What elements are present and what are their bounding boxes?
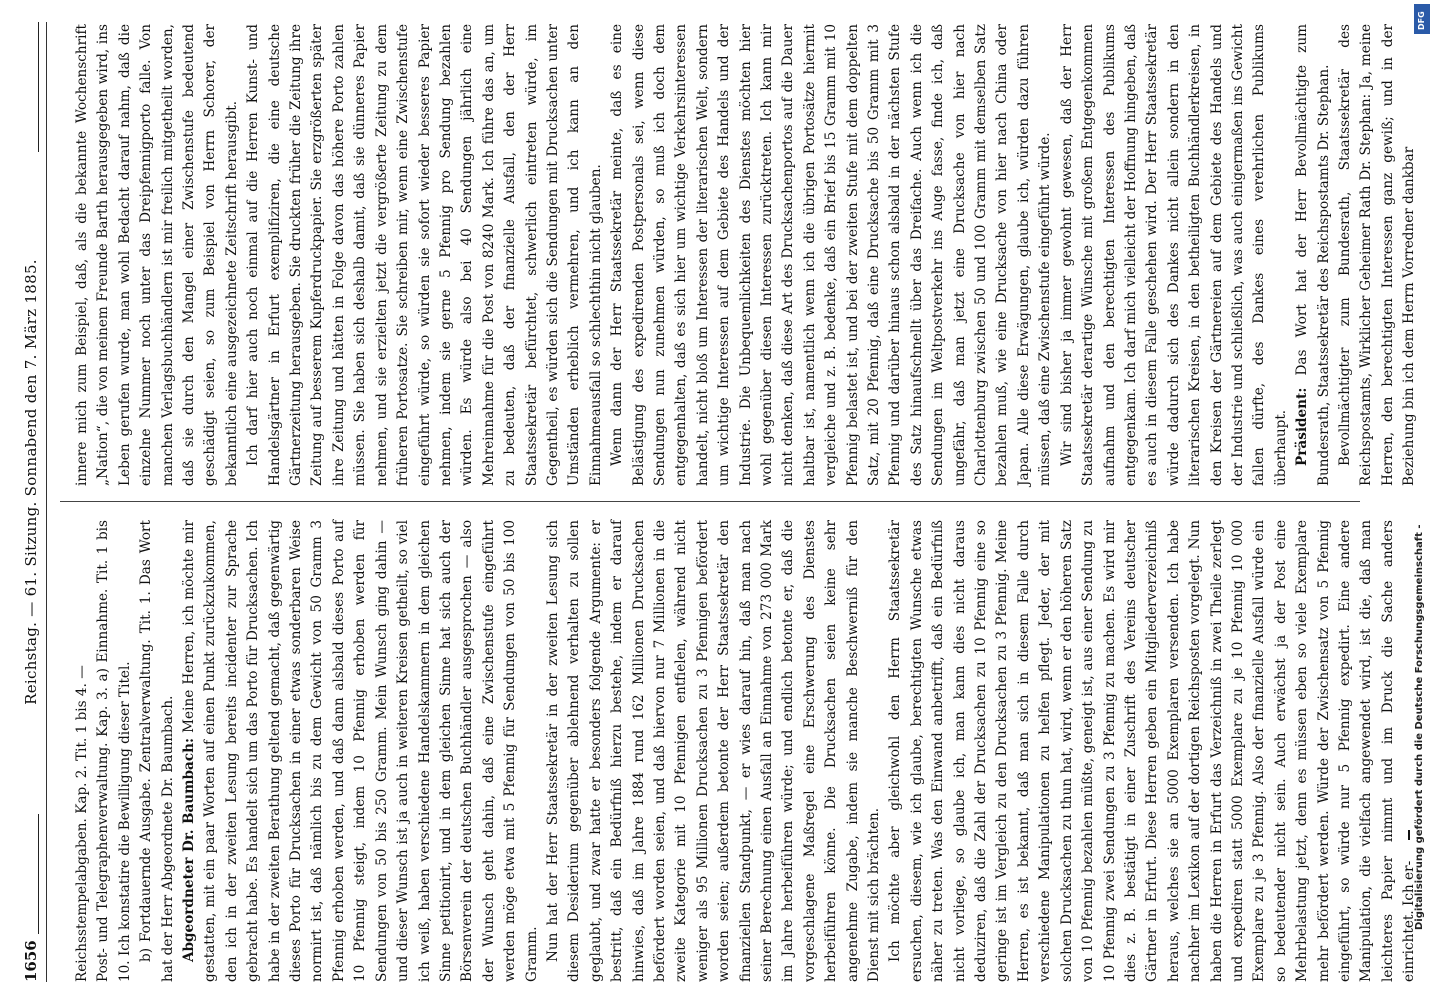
page-header <box>18 22 44 982</box>
speaker-name: Präsident: <box>1294 387 1311 466</box>
paragraph-text: Ich darf hier auch noch einmal auf die Herren Kunst- und Handelsgärtner in Erfurt exemplifiziren, die eine deutsche Gärtnerzeitung herausgeben. Sie druckten früher die Zeitung ihre Zeitung auf besserem Kupferdruckpapier. Sie erzgrößerten später ihre Zeitung und hätten in Folge davon das höhere Porto zahlen müssen. Sie haben sich deshalb damit, daß sie dünneres Papier nehmen, und sie erzielten jetzt die vergrößerte Zeitung zu dem früheren Portosatze. Sie schreiben mir, wenn eine Zwischenstufe eingeführt würde, so würden sie sofort wieder besseres Papier nehmen, indem sie gerne 5 Pfennig pro Sendung bezahlen würden. Es würde also bei 40 Sendungen jährlich eine Mehreinnahme für die Post von 8240 Mark. Ich führe das an, um zu bedeuten, daß der finanzielle Ausfall, den der Herr Staatssekretär befürchtet, schwerlich eintreten würde, im Gegentheil, es würden sich die Sendungen mit Drucksachen unter Umständen erheblich vermehren, und ich kann an den Einnahmeausfall so schlechthin nicht glauben. <box>245 24 604 486</box>
dfg-logo: DFG <box>1414 4 1430 34</box>
paragraph <box>607 24 1057 486</box>
paragraph <box>1292 24 1335 486</box>
paragraph-text: Wir sind bisher ja immer gewohnt gewesen, daß der Herr Staatssekretär derartige Wünsche mit großem Entgegenkommen aufnahm und den berechtigten Interessen des Publikums entgegenkam. Ich darf mich vielleicht der Hoffnung hingeben, daß es auch in diesem Falle geschehen wird. Der Herr Staatssekretär würde dadurch sich des Dankes nicht allein sondern in den literarischen Kreisen, in den betheiligten Buchhändlerkreisen, in den Kreisen der Gärtnereien auf dem Gebiete des Handels und der Industrie und schließlich, was auch einigermaßen ins Gewicht fallen dürfte, des Dankes eines verehrlichen Publikums überhaupt. <box>1058 24 1289 486</box>
paragraph <box>243 24 607 486</box>
column-divider <box>60 501 1360 502</box>
paragraph-text: Ich möchte aber gleichwohl den Herrn Staatssekretär ersuchen, diesem, wie ich glaube, berechtigten Wunsche etwas näher zu treten. Was den Einwand anbetrifft, daß ein Bedürfniß nicht vorliege, so glaube ich, man kann dies nicht daraus deduziren, daß die Zahl der Drucksachen zu 10 Pfennig eine so geringe ist im Vergleich zu den Drucksachen zu 3 Pfennig. Meine Herren, es ist bekannt, daß man sich in diesem Falle durch verschiedene Manipulationen zu helfen pflegt. Jeder, der mit solchen Drucksachen zu thun hat, wird, wenn er den höheren Satz von 10 Pfennig bezahlen müßte, geneigt ist, aus einer Sendung zu 10 Pfennig zwei Sendungen zu 3 Pfennig zu machen. Es wird mir dies z. B. bestätigt in einer Zuschrift des Vereins deutscher Gärtner in Erfurt. Diese Herren geben ein Mitgliederverzeichniß heraus, welches sie an 5000 Exemplaren versenden. Ich habe nachher im Lexikon auf der dortigen Reichsposten vorgelegt. Nun haben die Herren in Erfurt das Verzeichniß in zwei Theile zerlegt und expediren statt 5000 Exemplare zu je 10 Pfennig 10 000 Exemplare zu je 3 Pfennig. Also der finanzielle Ausfall würde ein so bedeutender nicht sein. Auch erwächst ja der Post eine Mehrbelastung jetzt, denn es müssen eben so viele Exemplare mehr befördert werden. Würde der Zwischensatz von 5 Pfennig eingeführt, so würde nur 5 Pfennig expedirt. Eine andere Manipulation, die vielfach angewendet wird, ist die, daß man leichteres Papier nimmt und im Druck die Sache anders einrichtet. Ich er- <box>887 520 1418 982</box>
paragraph <box>72 520 93 982</box>
left-text-column <box>72 520 1418 982</box>
paragraph-text: Reichsstempelabgaben. Kap. 2. Tit. 1 bis 4. — <box>74 665 90 982</box>
paragraph-text: b) Fortdauernde Ausgabe. Zentralverwaltung. Tit. 1. Das Wort hat der Herr Abgeordnete Dr. Baumbach. <box>138 520 176 982</box>
paragraph-text: Das Wort hat der Herr Bevollmächtigte zum Bundesrath, Staatssekretär des Reichspostamts Dr. Stephan. <box>1294 24 1332 486</box>
paragraph-text: innere mich zum Beispiel, daß, als die bekannte Wochenschrift „Nation“, die von meinem Freunde Barth herausgegeben wird, ins Leben gerufen wurde, man wohl Bedacht darauf nahm, daß die einzelne Nummer noch unter das Dreipfennigporto falle. Von manchen Verlagsbuchhändlern ist mir freilich mitgetheilt worden, daß sie durch den Mangel einer Zwischenstufe bedeutend geschädigt seien, so zum Beispiel von Herrn Schorer, der bekanntlich eine ausgezeichnete Zeitschrift herausgibt. <box>74 24 240 486</box>
paragraph <box>72 24 243 486</box>
digitization-credit: Digitalisierung gefördert durch die Deutsche Forschungsgemeinschaft - <box>1414 524 1425 930</box>
paragraph <box>1057 24 1292 486</box>
paragraph <box>543 520 886 982</box>
paragraph <box>136 520 179 982</box>
paragraph-text: Wenn dann der Herr Staatssekretär meinte, daß es eine Belästigung des expedirenden Postpersonals sei, wenn diese Sendungen nun zunehmen würden, so muß ich doch dem entgegenhalten, daß es sich hier um wichtige Verkehrsinteressen handelt, nicht bloß um Interessen der literarischen Welt, sondern um wichtige Interessen auf dem Gebiete des Handels und der Industrie. Die Unbequemlichkeiten des Dienstes möchten hier wohl gegenüber diesen Interessen zurücktreten. Ich kann mir nicht denken, daß diese Art des Drucksachenportos auf die Dauer haltbar ist, namentlich wenn ich die übrigen Portosätze hiermit vergleiche und z. B. bedenke, daß ein Brief bis 15 Gramm mit 10 Pfennig belastet ist, und bei der zweiten Stufe mit dem doppelten Satz, mit 20 Pfennig, daß eine Drucksache bis 50 Gramm mit 3 Pfennig und darüber hinaus schon alsbald in der nächsten Stufe des Satz hinaufschnellt über das Dreifache. Auch wenn ich die Sendungen im Weltpostverkehr ins Auge fasse, finde ich, daß ungefähr, daß man jetzt eine Drucksache von hier nach Charlottenburg zwischen 50 und 100 Gramm mit demselben Satz bezahlen muß, wie eine Drucksache von hier nach China oder Japan. Alle diese Erwägungen, glaube ich, würden dazu führen müssen, daß eine Zwischenstufe eingeführt würde. <box>609 24 1054 486</box>
paragraph <box>1335 24 1421 486</box>
running-head: Reichstag. — 61. Sitzung. Sonnabend den 7. März 1885. <box>22 259 40 705</box>
header-underline <box>46 22 47 982</box>
paragraph <box>179 520 543 982</box>
paragraph-text: Bevollmächtigter zum Bundesrath, Staatssekretär des Reichspostamts, Wirklicher Geheimer Rath Dr. Stephan: Ja, meine Herren, den berechtigten Interessen ganz gewiß; und in der Beziehung bin ich dem Herrn Vorredner dankbar <box>1336 24 1418 486</box>
paragraph-text: Meine Herren, ich möchte mir gestatten, mit ein paar Worten auf einen Punkt zurückzukommen, den ich in der zweiten Lesung bereits incidenter zur Sprache gebracht habe. Es handelt sich um das Porto für Drucksachen. Ich habe in der zweiten Berathung geltend gemacht, daß gegenwärtig dieses Porto für Drucksachen in einer etwas sonderbaren Weise normirt ist, daß nämlich bis zu dem Gewicht von 50 Gramm 3 Pfennig erhoben werden, und daß dann alsbald dieses Porto auf 10 Pfennig steigt, indem 10 Pfennig erhoben werden für Sendungen von 50 bis 250 Gramm. Mein Wunsch ging dahin — und dieser Wunsch ist ja auch in weiteren Kreisen getheilt, so viel ich weiß, haben verschiedene Handelskammern in dem gleichen Sinne petitionirt, und in dem gleichen Sinne hat sich auch der Börsenverein der deutschen Buchhändler ausgesprochen — also der Wunsch geht dahin, daß eine Zwischenstufe eingeführt werden möge etwa mit 5 Pfennig für Sendungen von 50 bis 100 Gramm. <box>181 520 540 982</box>
paragraph <box>885 520 1420 982</box>
edge-mark <box>1408 830 1410 840</box>
header-rule-left <box>38 814 39 934</box>
paragraph-text: Post- und Telegraphenverwaltung. Kap. 3. a) Einnahme. Tit. 1 bis 10. Ich konstatire die Bewilligung dieser Titel. <box>95 520 133 982</box>
speaker-name: Abgeordneter Dr. Baumbach: <box>181 737 198 962</box>
page-number: 1656 <box>22 940 40 982</box>
right-text-column <box>72 24 1418 486</box>
paragraph-text: Nun hat der Herr Staatssekretär in der zweiten Lesung sich diesem Desiderium gegenüber ablehnend verhalten zu sollen geglaubt, und zwar hatte er besonders folgende Argumente: er bestritt, daß ein Bedürfniß hierzu bestehe, indem er darauf hinwies, daß im Jahre 1884 rund 162 Millionen Drucksachen befördert worden seien, und daß hiervon nur 7 Millionen in die zweite Kategorie mit 10 Pfennigen entfielen, während nicht weniger als 95 Millionen Drucksachen zu 3 Pfennigen befördert worden seien; außerdem betonte der Herr Staatssekretär den finanziellen Standpunkt, — er wies darauf hin, daß man nach seiner Berechnung einen Ausfall an Einnahme von 273 000 Mark im Jahre herbeiführen würde; und endlich betonte er, daß die vorgeschlagene Maßregel eine Erschwerung des Dienstes herbeiführen könne. Die Drucksachen seien keine sehr angenehme Zugabe, indem sie manche Beschwerniß für den Dienst mit sich brächten. <box>544 520 883 982</box>
header-rule-right <box>38 22 39 152</box>
paragraph <box>93 520 136 982</box>
